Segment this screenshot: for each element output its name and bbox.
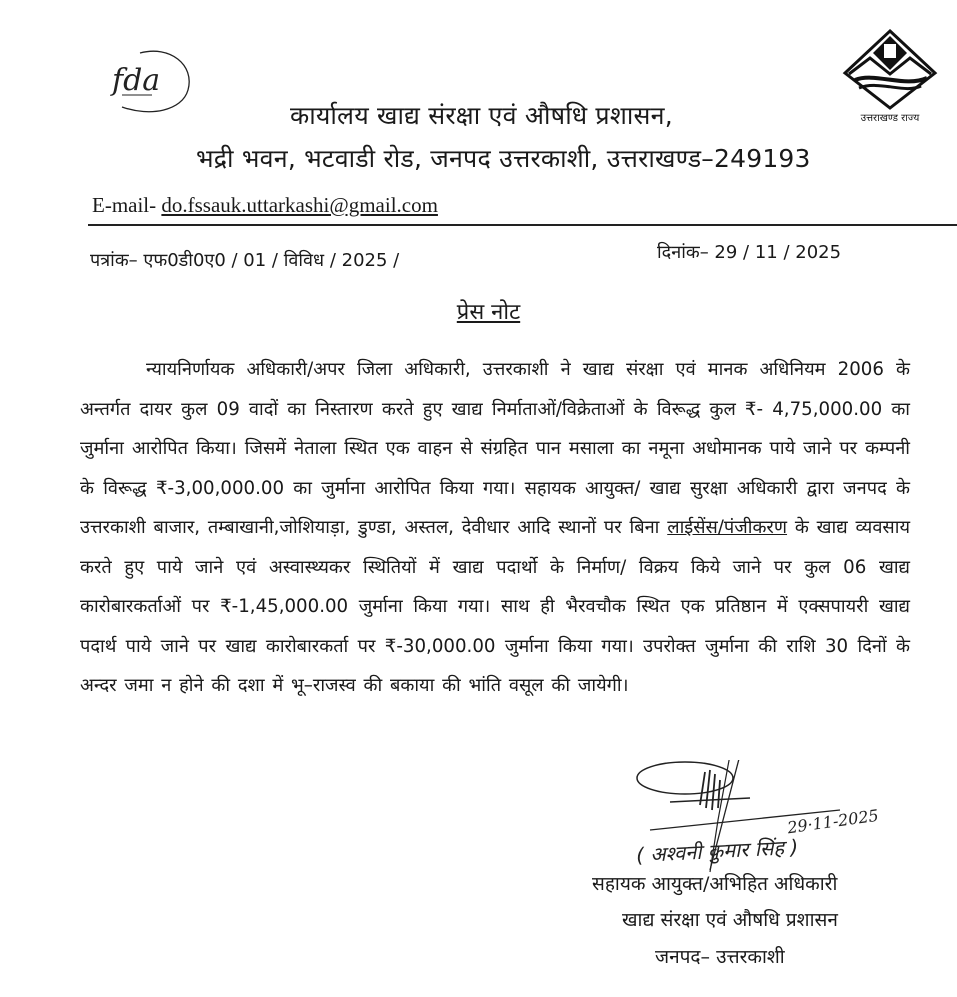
email-label: E-mail-: [92, 193, 157, 217]
header-divider: [88, 224, 957, 226]
body-underlined-text: लाईसेंस/पंजीकरण: [667, 517, 788, 538]
body-part-2: के खाद्य व्यवसाय करते हुए पाये जाने एवं अस्वास्थ्यकर स्थितियों में खाद्य पदार्थो के निर्माण/ विक्रय किये जाने पर कुल 06 खाद्य कारोबारकर्ताओं पर ₹-1,45,000.00 जुर्माना किया गया। साथ ही भैरवचौक स्थित एक प्रतिष्ठान में एक्सपायरी खाद्य पदार्थ पाये जाने पर खाद्य कारोबारकर्ता पर ₹-30,000.00 जुर्माना किया गया। उपरोक्त जुर्माना की राशि 30 दिनों के अन्दर जमा न होने की दशा में भू–राजस्व की बकाया की भांति वसूल की जायेगी।: [80, 517, 910, 696]
letter-number: पत्रांक– एफ0डी0ए0 / 01 / विविध / 2025 /: [90, 250, 400, 271]
letter-date: दिनांक– 29 / 11 / 2025: [657, 242, 842, 263]
office-name: कार्यालय खाद्य संरक्षा एवं औषधि प्रशासन,: [290, 101, 673, 130]
office-address: भद्री भवन, भटवाडी रोड, जनपद उत्तरकाशी, उत्तराखण्ड–249193: [196, 144, 811, 173]
press-note-body: [80, 350, 910, 706]
uttarakhand-emblem: [835, 28, 945, 123]
signatory-designation: सहायक आयुक्त/अभिहित अधिकारी: [592, 873, 838, 895]
signatory-department: खाद्य संरक्षा एवं औषधि प्रशासन: [622, 909, 838, 931]
handwritten-name: ( अश्वनी कुमार सिंह ): [635, 834, 799, 868]
press-note-title: प्रेस नोट: [456, 300, 521, 325]
fda-logo: [100, 45, 200, 120]
handwritten-date: 29·11-2025: [786, 805, 880, 838]
page-title: [0, 296, 957, 326]
email-line: [92, 193, 438, 218]
body-part-1: न्यायनिर्णायक अधिकारी/अपर जिला अधिकारी, उत्तरकाशी ने खाद्य संरक्षा एवं मानक अधिनियम 2006 के अन्तर्गत दायर कुल 09 वादों का निस्तारण करते हुए खाद्य निर्माताओं/विक्रेताओं के विरूद्ध कुल ₹- 4,75,000.00 का जुर्माना आरोपित किया। जिसमें नेताला स्थित एक वाहन से संग्रहित पान मसाला का नमूना अधोमानक पाये जाने पर कम्पनी के विरूद्ध ₹-3,00,000.00 का जुर्माना आरोपित किया गया। सहायक आयुक्त/ खाद्य सुरक्षा अधिकारी द्वारा जनपद के उत्तरकाशी बाजार, तम्बाखानी,जोशियाड़ा, डुण्डा, अस्तल, देवीधार आदि स्थानों पर बिना: [80, 359, 910, 538]
email-address[interactable]: do.fssauk.uttarkashi@gmail.com: [161, 193, 438, 217]
signatory-district: जनपद– उत्तरकाशी: [655, 946, 785, 968]
emblem-caption: उत्तराखण्ड राज्य: [860, 113, 920, 123]
fda-logo-text: fda: [112, 63, 161, 98]
